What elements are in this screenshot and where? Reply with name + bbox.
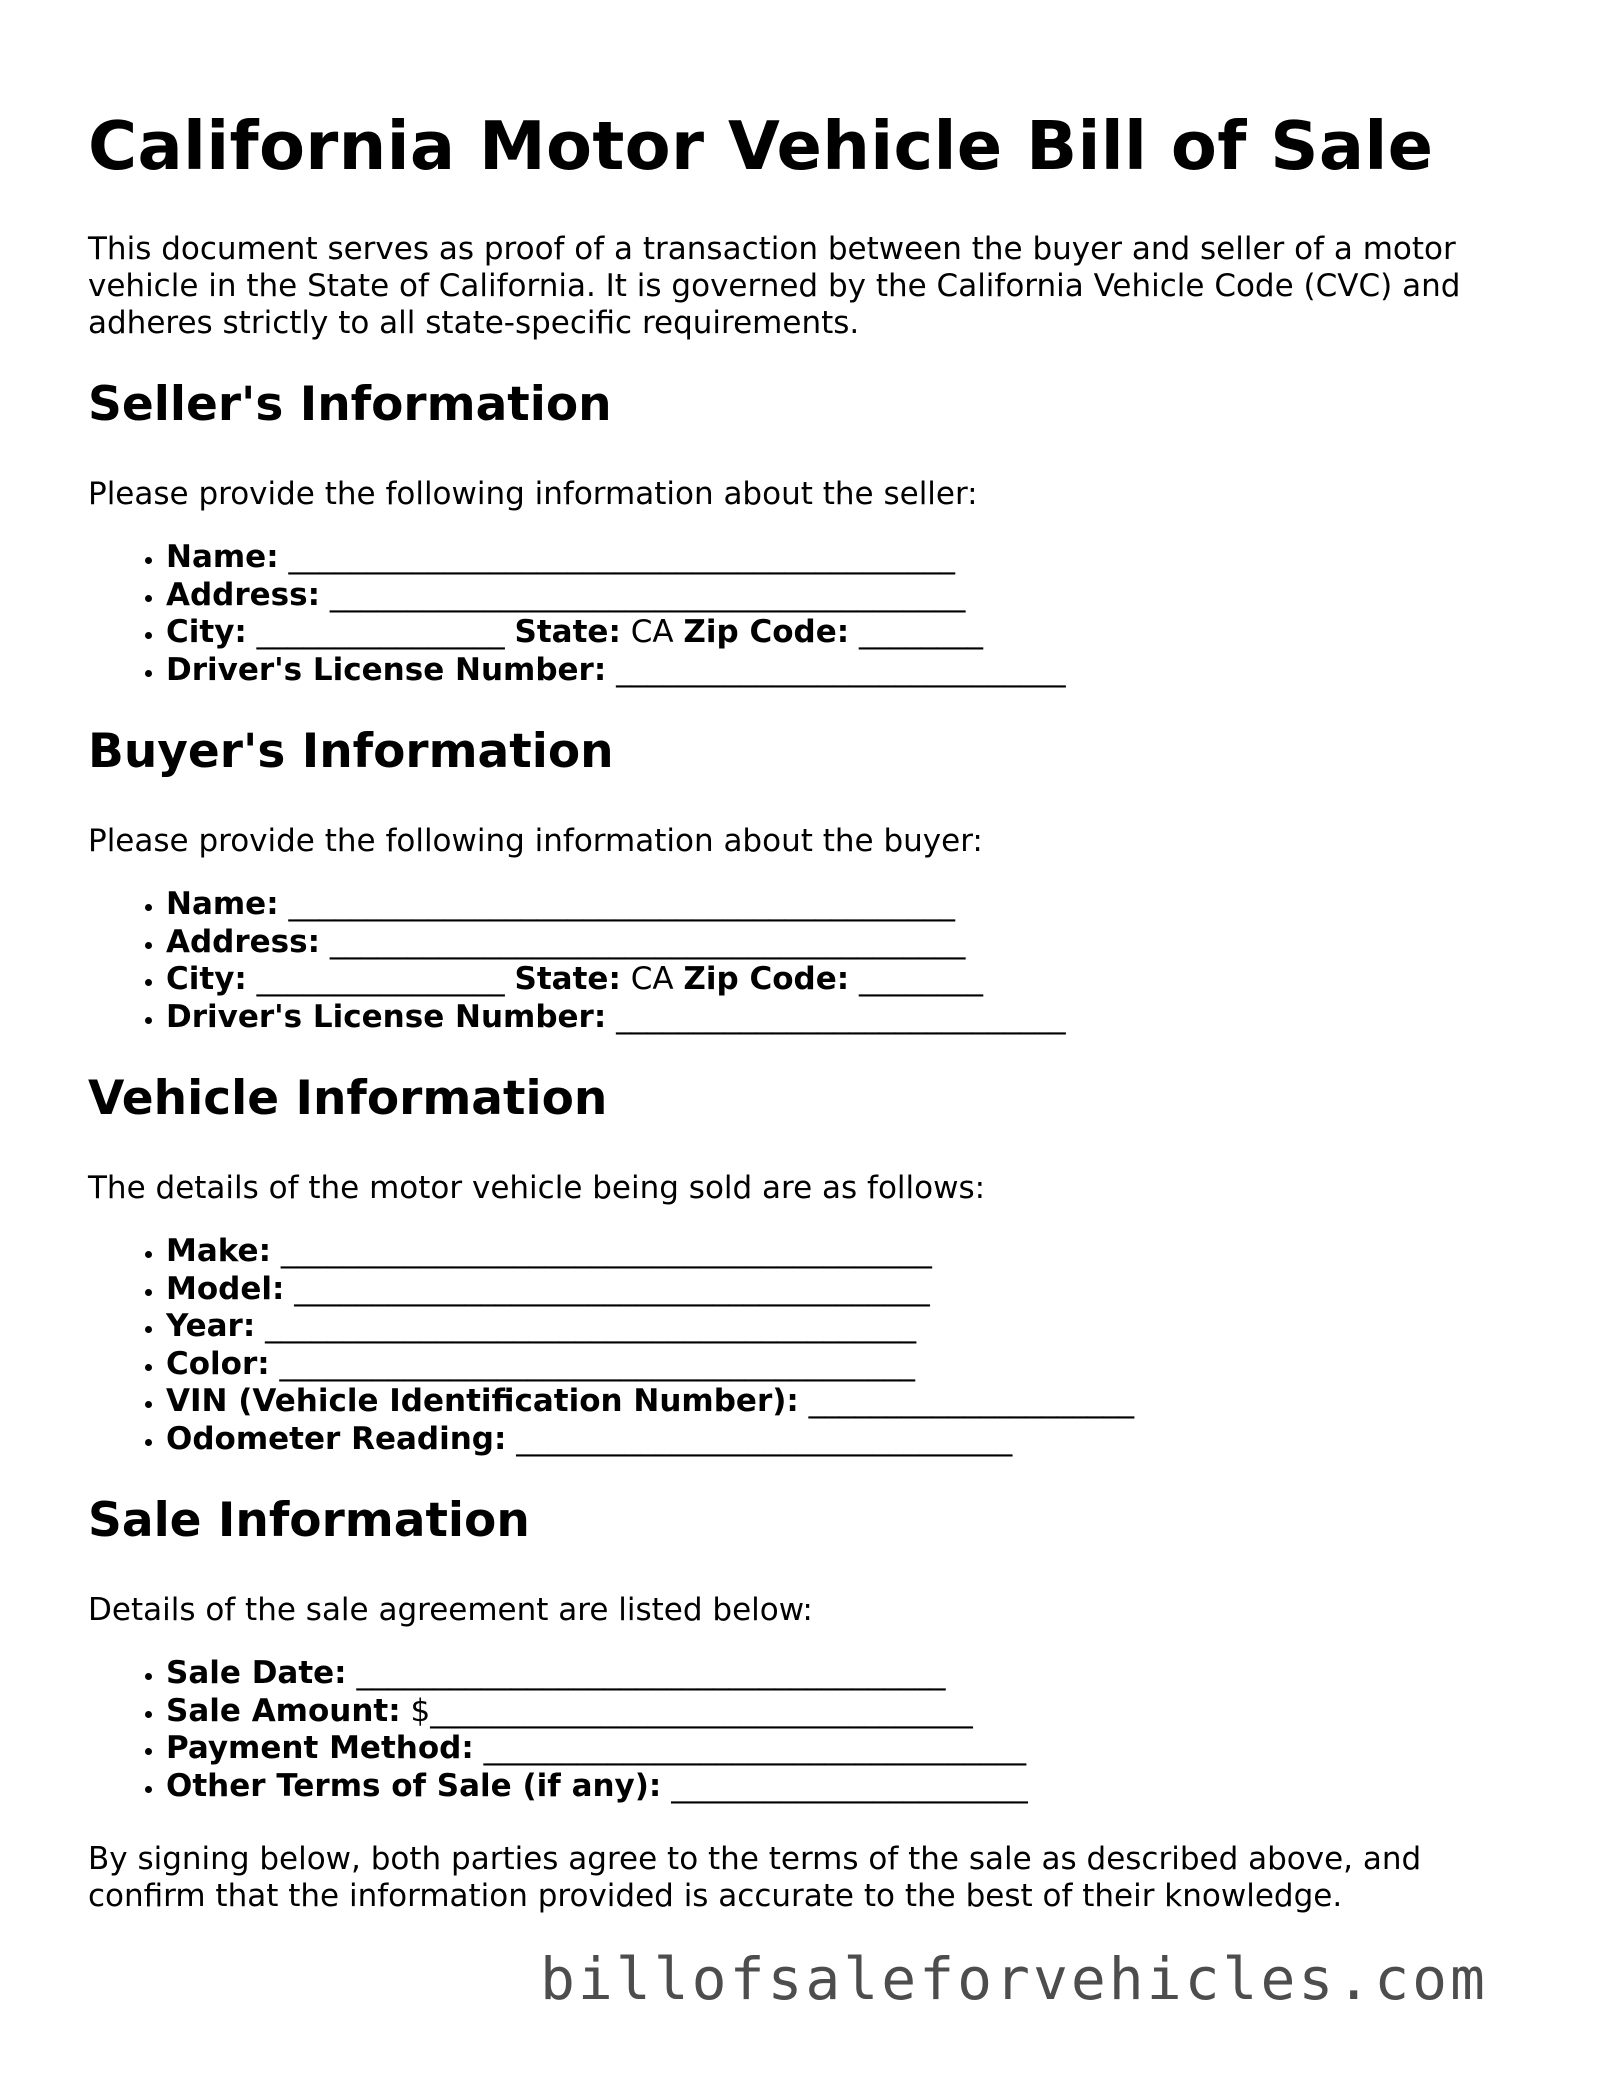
field-label: Zip Code: — [683, 961, 850, 998]
vehicle-odometer-field — [166, 1421, 1508, 1459]
field-blank[interactable]: _______________________ — [661, 1767, 1028, 1804]
intro-paragraph: This document serves as proof of a transaction between the buyer and seller of a motor vehicle in the State of California. It is governed by the California Vehicle Code (CVC) and adheres strictly to all state-specific requirements. — [88, 231, 1461, 342]
seller-license-field — [166, 652, 1508, 690]
field-blank[interactable]: ________________ — [246, 614, 515, 651]
seller-city-state-zip-field — [166, 614, 1508, 652]
field-blank[interactable]: ______________________________________ — [346, 1655, 946, 1692]
field-label: Model: — [166, 1270, 285, 1307]
site-watermark: billofsaleforvehicles.com — [540, 1945, 1488, 2013]
field-blank[interactable]: ________ — [849, 961, 984, 998]
sale-date-field — [166, 1655, 1508, 1693]
buyer-heading: Buyer's Information — [88, 724, 614, 780]
field-blank[interactable]: ________________________________ — [506, 1420, 1013, 1457]
vehicle-model-field — [166, 1271, 1508, 1309]
closing-paragraph: By signing below, both parties agree to the terms of the sale as described above, and confirm that the information provided is accurate to the best of their knowledge. — [88, 1841, 1422, 1915]
vehicle-fields — [88, 1233, 1508, 1458]
field-blank[interactable]: $___________________________________ — [400, 1692, 973, 1729]
seller-fields — [88, 539, 1508, 689]
sale-method-field — [166, 1730, 1508, 1768]
field-blank[interactable]: _________________________________________ — [284, 1270, 930, 1307]
document-page — [88, 108, 1508, 1915]
field-blank[interactable]: _________________________________________ — [320, 576, 966, 613]
field-label: Driver's License Number: — [166, 651, 607, 688]
field-label: Make: — [166, 1233, 271, 1270]
field-label: Year: — [166, 1308, 256, 1345]
field-label: Address: — [166, 923, 320, 960]
field-blank[interactable]: __________________________________________ — [255, 1308, 917, 1345]
field-blank[interactable]: __________________________________________ — [270, 1233, 932, 1270]
seller-name-field — [166, 539, 1508, 577]
field-label: Address: — [166, 576, 320, 613]
document-title: California Motor Vehicle Bill of Sale — [88, 107, 1434, 185]
field-blank[interactable]: _____________________________ — [606, 998, 1066, 1035]
field-label: Name: — [166, 539, 279, 576]
field-blank[interactable]: _____________________________ — [606, 651, 1066, 688]
field-label: VIN (Vehicle Identification Number): — [166, 1383, 799, 1420]
field-blank[interactable]: ___________________________________________ — [278, 539, 955, 576]
vehicle-color-field — [166, 1346, 1508, 1384]
field-label: Sale Date: — [166, 1655, 347, 1692]
field-value: CA — [620, 614, 684, 651]
vehicle-year-field — [166, 1308, 1508, 1346]
field-label: Odometer Reading: — [166, 1420, 507, 1457]
vehicle-heading: Vehicle Information — [88, 1071, 608, 1127]
buyer-lead: Please provide the following information about the buyer: — [88, 823, 983, 860]
seller-address-field — [166, 577, 1508, 615]
field-label: City: — [166, 614, 247, 651]
field-label: Sale Amount: — [166, 1692, 401, 1729]
buyer-license-field — [166, 999, 1508, 1037]
sale-fields — [88, 1655, 1508, 1805]
vehicle-lead: The details of the motor vehicle being sold are as follows: — [88, 1170, 986, 1207]
vehicle-make-field — [166, 1233, 1508, 1271]
field-blank[interactable]: ___________________________________________ — [278, 886, 955, 923]
field-blank[interactable]: ________ — [849, 614, 984, 651]
field-label: Payment Method: — [166, 1730, 474, 1767]
field-label: Zip Code: — [683, 614, 850, 651]
field-label: City: — [166, 961, 247, 998]
field-blank[interactable]: ________________ — [246, 961, 515, 998]
sale-amount-field — [166, 1693, 1508, 1731]
seller-heading: Seller's Information — [88, 377, 612, 433]
field-blank[interactable]: _________________________________________ — [320, 923, 966, 960]
field-blank[interactable]: _____________________ — [798, 1383, 1135, 1420]
field-label: State: — [514, 614, 621, 651]
field-value: CA — [620, 961, 684, 998]
field-label: State: — [514, 961, 621, 998]
field-label: Driver's License Number: — [166, 998, 607, 1035]
buyer-fields — [88, 886, 1508, 1036]
sale-heading: Sale Information — [88, 1493, 530, 1549]
sale-terms-field — [166, 1768, 1508, 1806]
buyer-address-field — [166, 924, 1508, 962]
seller-lead: Please provide the following information about the seller: — [88, 476, 978, 513]
vehicle-vin-field — [166, 1383, 1508, 1421]
field-blank[interactable]: _________________________________________ — [269, 1345, 916, 1382]
field-label: Color: — [166, 1345, 270, 1382]
buyer-city-state-zip-field — [166, 961, 1508, 999]
field-blank[interactable]: ___________________________________ — [473, 1730, 1027, 1767]
sale-lead: Details of the sale agreement are listed below: — [88, 1592, 813, 1629]
field-label: Other Terms of Sale (if any): — [166, 1767, 662, 1804]
field-label: Name: — [166, 886, 279, 923]
buyer-name-field — [166, 886, 1508, 924]
